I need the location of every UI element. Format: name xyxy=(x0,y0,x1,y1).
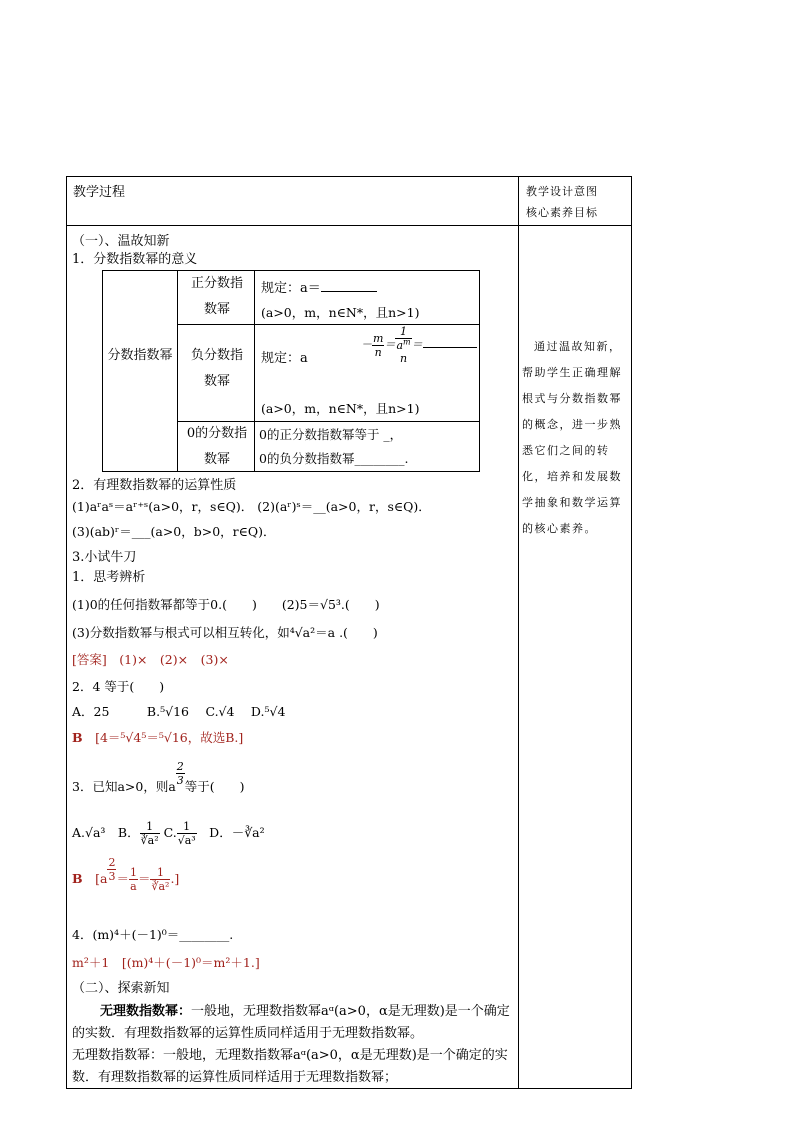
answer-1: [答案] (1)× (2)× (3)× xyxy=(72,652,229,667)
question-2-answer xyxy=(72,728,243,746)
exponent-fraction: $\frac{2}{3}$ xyxy=(176,760,184,787)
answer-text: [4＝⁵√4⁵＝⁵√16，故选B.] xyxy=(95,730,244,745)
item3-title: 3.小试牛刀 xyxy=(72,550,137,565)
section2-para1 xyxy=(72,1001,512,1045)
question-3b-answer: B [a $\frac{2}{3}$ ＝ $\frac{1}{a}$ ＝ $\frac{1}{\text{∛a²}}$ .] xyxy=(72,856,180,893)
neg-rule xyxy=(261,329,308,389)
question-4: 4．(m)⁴＋(－1)⁰＝________. xyxy=(72,927,234,942)
question-3b-options: A.√a³ B． $\frac{1}{\text{∛a²}}$ C. $\frac{1}{\text{√a³}}$ D．－∛a² xyxy=(72,820,265,847)
question-3b xyxy=(72,760,245,801)
table-divider xyxy=(254,271,255,471)
option-a-b: A.√a³ B． xyxy=(72,825,140,840)
zero-label: 0的分数指数幂 xyxy=(186,426,248,467)
prop3: (3)(ab)ʳ＝___(a>0，b>0，r∈Q)． xyxy=(72,524,276,539)
section1-heading: （一）、温故知新 xyxy=(72,234,170,249)
answer-letter: B xyxy=(72,871,83,886)
row-header: 分数指数幂 xyxy=(107,348,173,363)
question-4-answer: m²＋1 [(m)⁴＋(－1)⁰＝m²＋1.] xyxy=(72,955,260,970)
think-title: 1．思考辨析 xyxy=(72,570,146,585)
fractional-exponent-table xyxy=(102,270,480,472)
neg-label: 负分数指数幂 xyxy=(190,348,243,389)
neg-exponent: － $\frac{m}{n}$ ＝ 1 $a^m$ n ＝ xyxy=(361,325,477,365)
pos-cond: (a>0，m，n∈N*，且n>1) xyxy=(261,305,420,320)
design-intent-text: 通过温故知新，帮助学生正确理解根式与分数指数幂的概念，进一步熟悉它们之间的转化，培养和发展数学抽象和数学运算的核心素养。 xyxy=(522,340,622,535)
pos-rule-text: 规定：a＝ xyxy=(261,281,321,296)
prop1-2: (1)aʳaˢ＝aʳ⁺ˢ(a>0，r，s∈Q)． (2)(aʳ)ˢ＝__(a>0，r，s∈Q)． xyxy=(72,499,431,514)
zero-line1: 0的正分数指数幂等于 _， xyxy=(259,427,403,442)
neg-cond: (a>0，m，n∈N*，且n>1) xyxy=(261,401,420,416)
para1-text: 一般地，无理数指数幂aᵅ(a>0，α是无理数)是一个确定的实数．有理数指数幂的运算性质同样适用于无理数指数幂。 xyxy=(72,1004,510,1041)
para-bold: 无理数指数幂： xyxy=(100,1004,192,1019)
neg-rule-text: 规定：a xyxy=(261,351,308,366)
question-1: (1)0的任何指数幂都等于0.( ) (2)5＝√5³.( ) xyxy=(72,597,380,612)
pos-label: 正分数指数幂 xyxy=(190,276,243,317)
column-divider xyxy=(518,177,519,1088)
question-2: 2．4 等于( ) xyxy=(72,679,165,694)
header-right-line1: 教学设计意图 xyxy=(526,185,598,198)
question-3b-tail: 等于( ) xyxy=(184,779,245,794)
question-2-options: A．25 B.⁵√16 C.√4 D.⁵√4 xyxy=(72,704,286,719)
header-teaching-process: 教学过程 xyxy=(73,185,126,200)
header-design-intent xyxy=(526,181,598,223)
answer-blank xyxy=(321,291,377,292)
header-right-line2: 核心素养目标 xyxy=(526,206,598,219)
question-3b-text: 3．已知a>0，则a xyxy=(72,779,176,794)
answer-blank xyxy=(423,347,477,348)
item1-title: 1．分数指数幂的意义 xyxy=(72,252,198,267)
question-3: (3)分数指数幂与根式可以相互转化，如⁴√a²＝a .( ) xyxy=(72,625,378,640)
zero-line2: 0的负分数指数幂________. xyxy=(259,451,409,466)
table-divider xyxy=(177,271,178,471)
header-divider xyxy=(67,225,631,226)
section2-heading: （二）、探索新知 xyxy=(72,981,170,996)
pos-rule xyxy=(261,277,377,296)
item2-title: 2．有理数指数幂的运算性质 xyxy=(72,478,237,493)
answer-letter: B xyxy=(72,730,83,745)
option-b-fraction: $\frac{1}{\text{∛a²}}$ xyxy=(140,820,159,847)
section2-para2: 无理数指数幂：一般地，无理数指数幂aᵅ(a>0，α是无理数)是一个确定的实数．有理数指数幂的运算性质同样适用于无理数指数幂； xyxy=(72,1048,508,1085)
option-c-fraction: $\frac{1}{\text{√a³}}$ xyxy=(177,820,196,847)
